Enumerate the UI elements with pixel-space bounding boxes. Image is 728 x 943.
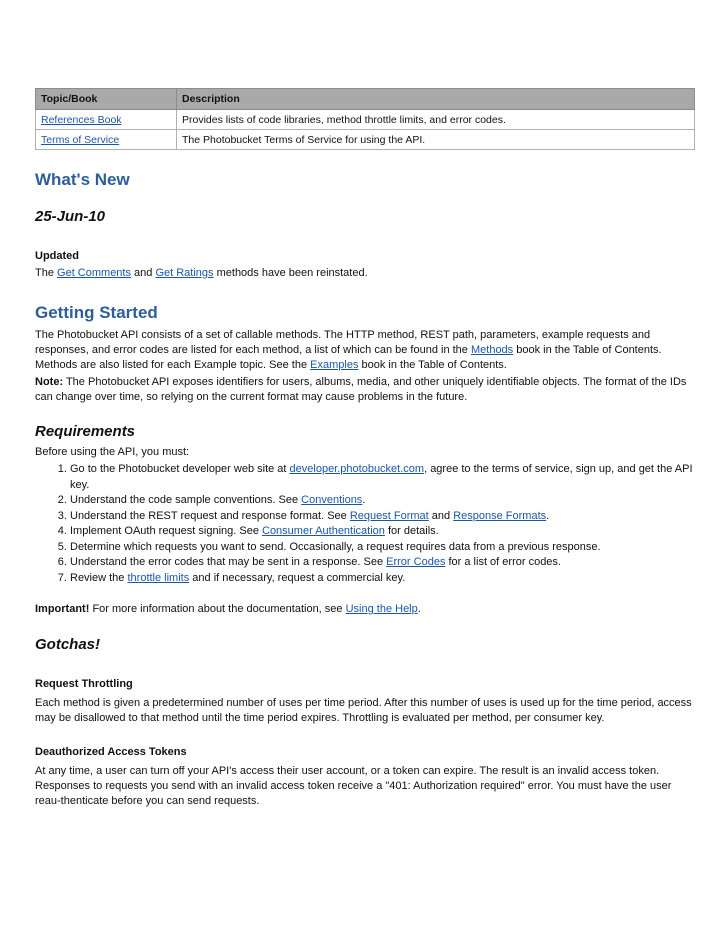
requirements-steps xyxy=(35,462,697,586)
list-item: 2. Understand the code sample conventions. See Conventions. xyxy=(70,493,697,509)
terms-of-service-link[interactable]: Terms of Service xyxy=(41,133,120,146)
table-header-row xyxy=(36,89,695,110)
table-header-description: Description xyxy=(177,89,695,110)
references-book-link[interactable]: References Book xyxy=(41,113,122,126)
getting-started-paragraph: The Photobucket API consists of a set of callable methods. The HTTP method, REST path, parameters, example requests and responses, and error codes are listed for each method, a list of which can be found in the Methods book in the Table of Contents. Methods are also listed for each Example topic. See the Examples book in the Table of Contents. xyxy=(35,329,662,371)
important-label: Important! xyxy=(35,603,90,615)
table-header-topic: Topic/Book xyxy=(36,89,177,110)
list-item: 4. Implement OAuth request signing. See Consumer Authentication for details. xyxy=(70,524,697,540)
note-paragraph: Note: The Photobucket API exposes identifiers for users, albums, media, and other uniquely identifiable objects. The format of the IDs can change over time, so relying on the current format may cause problems in the future. xyxy=(35,376,687,403)
table-cell-topic xyxy=(36,130,177,150)
updated-label: Updated xyxy=(35,250,79,262)
using-the-help-link[interactable]: Using the Help xyxy=(345,603,418,615)
updated-text: The Get Comments and Get Ratings methods have been reinstated. xyxy=(35,267,368,279)
deauthorized-tokens-text: At any time, a user can turn off your API's access their user account, or a token can expire. The result is an invalid access token. Responses to requests you send with an invalid access token receive a "401: Authorization required" error. You must have the user reau-thenticate before you can send requests. xyxy=(35,765,672,807)
error-codes-link[interactable]: Error Codes xyxy=(386,556,446,568)
list-item: 3. Understand the REST request and response format. See Request Format and Response Formats. xyxy=(70,509,697,525)
get-comments-link[interactable]: Get Comments xyxy=(57,267,131,279)
important-paragraph: Important! For more information about the documentation, see Using the Help. xyxy=(35,603,421,615)
whats-new-heading: What's New xyxy=(35,170,130,189)
gotchas-heading: Gotchas! xyxy=(35,636,101,653)
developer-site-link[interactable]: developer.photobucket.com xyxy=(289,463,425,475)
note-label: Note: xyxy=(35,376,64,388)
get-ratings-link[interactable]: Get Ratings xyxy=(155,267,214,279)
requirements-heading: Requirements xyxy=(35,423,136,440)
table-row xyxy=(36,110,695,130)
list-item: 1. Go to the Photobucket developer web site at developer.photobucket.com, agree to the terms of service, sign up, and get the API key. xyxy=(70,462,697,493)
deauthorized-tokens-heading: Deauthorized Access Tokens xyxy=(35,746,187,758)
list-item: 7. Review the throttle limits and if necessary, request a commercial key. xyxy=(70,571,697,587)
table-row xyxy=(36,130,695,150)
requirements-intro: Before using the API, you must: xyxy=(35,446,190,458)
list-item: 5. Determine which requests you want to send. Occasionally, a request requires data from a previous response. xyxy=(70,540,697,556)
examples-link[interactable]: Examples xyxy=(310,359,359,371)
throttle-limits-link[interactable]: throttle limits xyxy=(127,571,190,584)
topics-table xyxy=(35,88,695,150)
table-cell-description: The Photobucket Terms of Service for using the API. xyxy=(177,130,695,150)
consumer-authentication-link[interactable]: Consumer Authentication xyxy=(262,525,385,537)
whats-new-date: 25-Jun-10 xyxy=(35,208,106,225)
getting-started-heading: Getting Started xyxy=(35,303,158,322)
response-formats-link[interactable]: Response Formats xyxy=(453,509,547,522)
table-cell-topic xyxy=(36,110,177,130)
table-cell-description: Provides lists of code libraries, method throttle limits, and error codes. xyxy=(177,110,695,130)
conventions-link[interactable]: Conventions xyxy=(301,494,363,506)
request-throttling-heading: Request Throttling xyxy=(35,678,133,690)
list-item: 6. Understand the error codes that may be sent in a response. See Error Codes for a list of error codes. xyxy=(70,555,697,571)
methods-link[interactable]: Methods xyxy=(470,344,514,356)
document-page xyxy=(35,88,695,807)
request-throttling-text: Each method is given a predetermined number of uses per time period. After this number of uses is used up for the time period, access may be disallowed to that method until the time period expires. Throttling is evaluated per method, per consumer key. xyxy=(35,697,692,724)
request-format-link[interactable]: Request Format xyxy=(349,509,429,522)
